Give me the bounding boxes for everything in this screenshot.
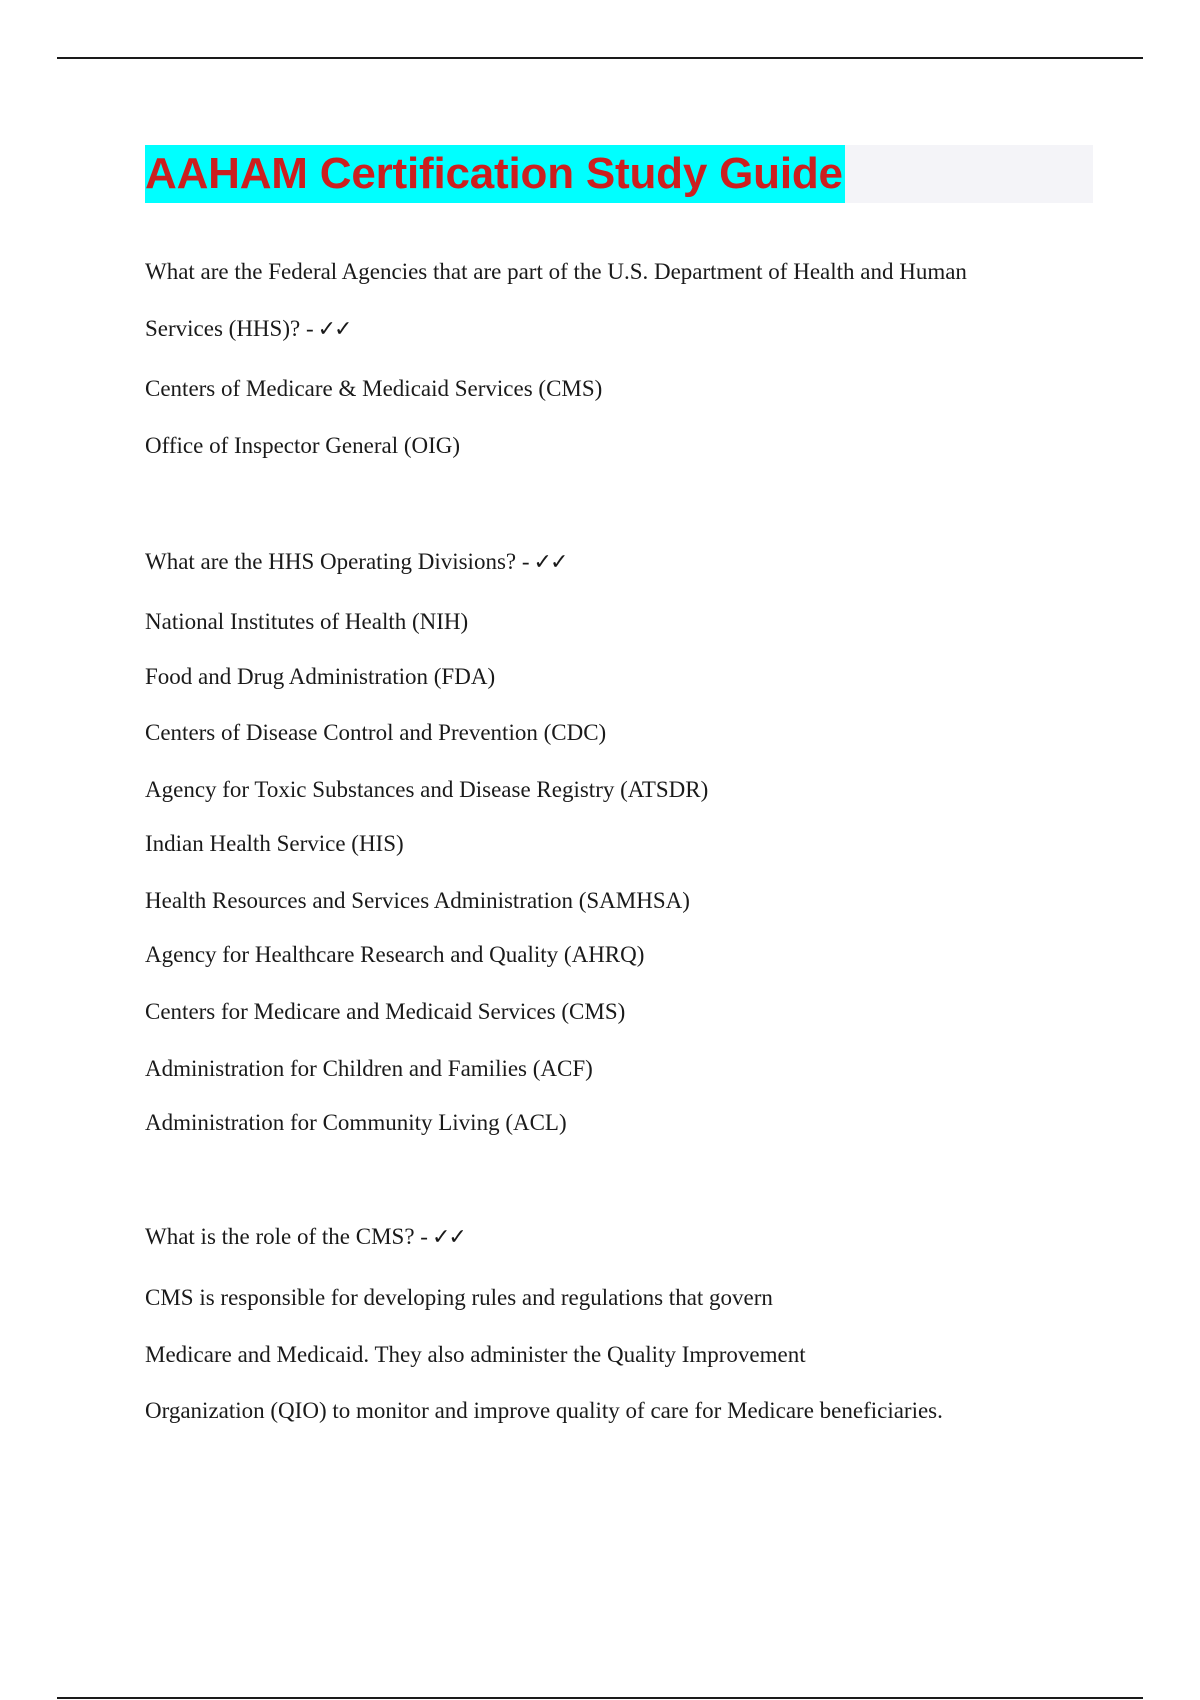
answer-1-1: Centers of Medicare & Medicaid Services (CMS) (145, 376, 603, 401)
question-3-line-1 (145, 1222, 465, 1253)
double-check-icon: ✓✓ (317, 317, 351, 342)
answer-2-5: Indian Health Service (HIS) (145, 831, 404, 856)
question-1-text: Services (HHS)? - (145, 316, 314, 341)
answer-2-8: Centers for Medicare and Medicaid Services (CMS) (145, 999, 626, 1024)
answer-2-6: Health Resources and Services Administration (SAMHSA) (145, 888, 690, 913)
answer-3-3: Organization (QIO) to monitor and improve quality of care for Medicare beneficiaries. (145, 1398, 943, 1423)
double-check-icon: ✓✓ (533, 550, 567, 575)
answer-2-7: Agency for Healthcare Research and Quality (AHRQ) (145, 942, 645, 967)
question-2-line-1 (145, 547, 566, 578)
answer-2-4: Agency for Toxic Substances and Disease Registry (ATSDR) (145, 777, 709, 802)
answer-2-1: National Institutes of Health (NIH) (145, 609, 469, 634)
double-check-icon: ✓✓ (431, 1225, 465, 1250)
answer-2-3: Centers of Disease Control and Prevention (CDC) (145, 720, 607, 745)
page-title: AAHAM Certification Study Guide (145, 145, 845, 203)
top-divider (57, 57, 1143, 59)
question-2-text: What are the HHS Operating Divisions? - (145, 549, 530, 574)
answer-2-10: Administration for Community Living (ACL) (145, 1110, 567, 1135)
question-3-text: What is the role of the CMS? - (145, 1224, 428, 1249)
question-1-line-2 (145, 314, 351, 345)
answer-2-9: Administration for Children and Families (ACF) (145, 1056, 593, 1081)
answer-2-2: Food and Drug Administration (FDA) (145, 664, 496, 689)
bottom-divider (57, 1697, 1143, 1699)
question-1-line-1: What are the Federal Agencies that are part of the U.S. Department of Health and Human (145, 259, 967, 284)
answer-1-2: Office of Inspector General (OIG) (145, 433, 461, 458)
answer-3-1: CMS is responsible for developing rules and regulations that govern (145, 1285, 773, 1310)
answer-3-2: Medicare and Medicaid. They also administer the Quality Improvement (145, 1342, 806, 1367)
